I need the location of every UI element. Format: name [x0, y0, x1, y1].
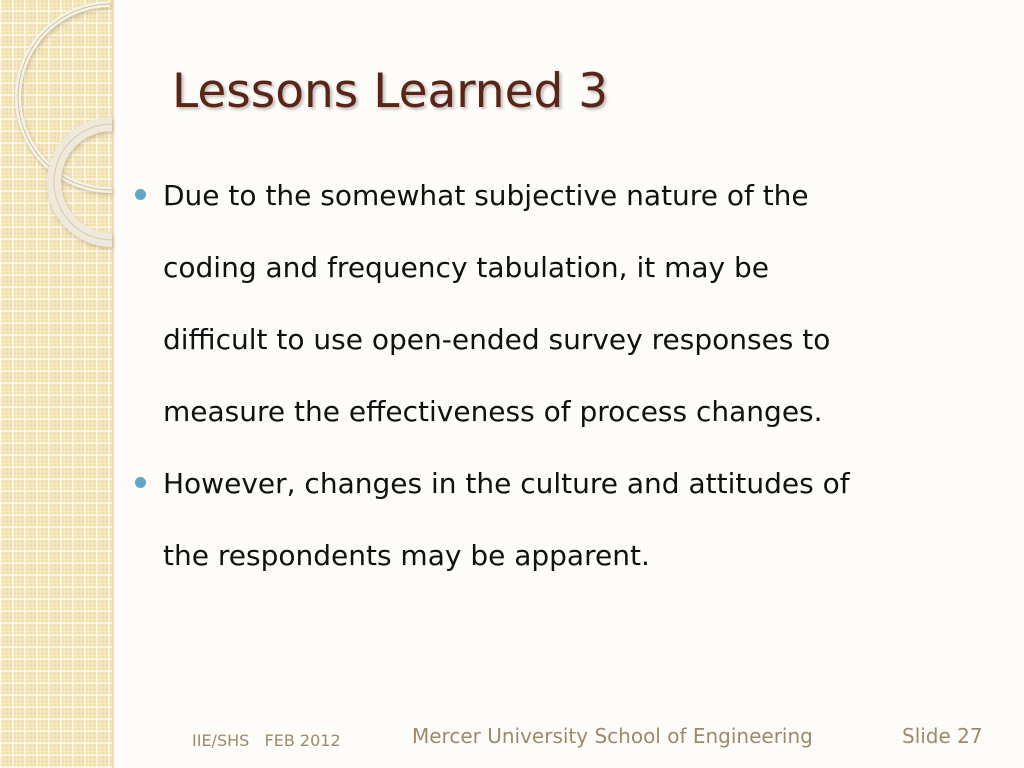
slide-number: Slide 27: [902, 724, 983, 748]
bullet-line: coding and frequency tabulation, it may be: [163, 251, 770, 284]
bullet-line: difficult to use open-ended survey responses to: [163, 323, 831, 356]
bullet-line: However, changes in the culture and attitudes of: [163, 467, 850, 500]
footer-organization: Mercer University School of Engineering: [412, 724, 813, 748]
bullet-icon: [135, 477, 146, 488]
bullet-item: [130, 448, 960, 592]
bullet-item: [130, 160, 960, 448]
slide-title: Lessons Learned 3: [172, 64, 609, 119]
bullet-line: the respondents may be apparent.: [163, 539, 650, 572]
bullet-icon: [135, 189, 146, 200]
bullet-line: Due to the somewhat subjective nature of the: [163, 179, 809, 212]
footer-event-date: IIE/SHS FEB 2012: [192, 731, 341, 750]
bullet-line: measure the effectiveness of process changes.: [163, 395, 823, 428]
bullet-list: [130, 160, 960, 592]
